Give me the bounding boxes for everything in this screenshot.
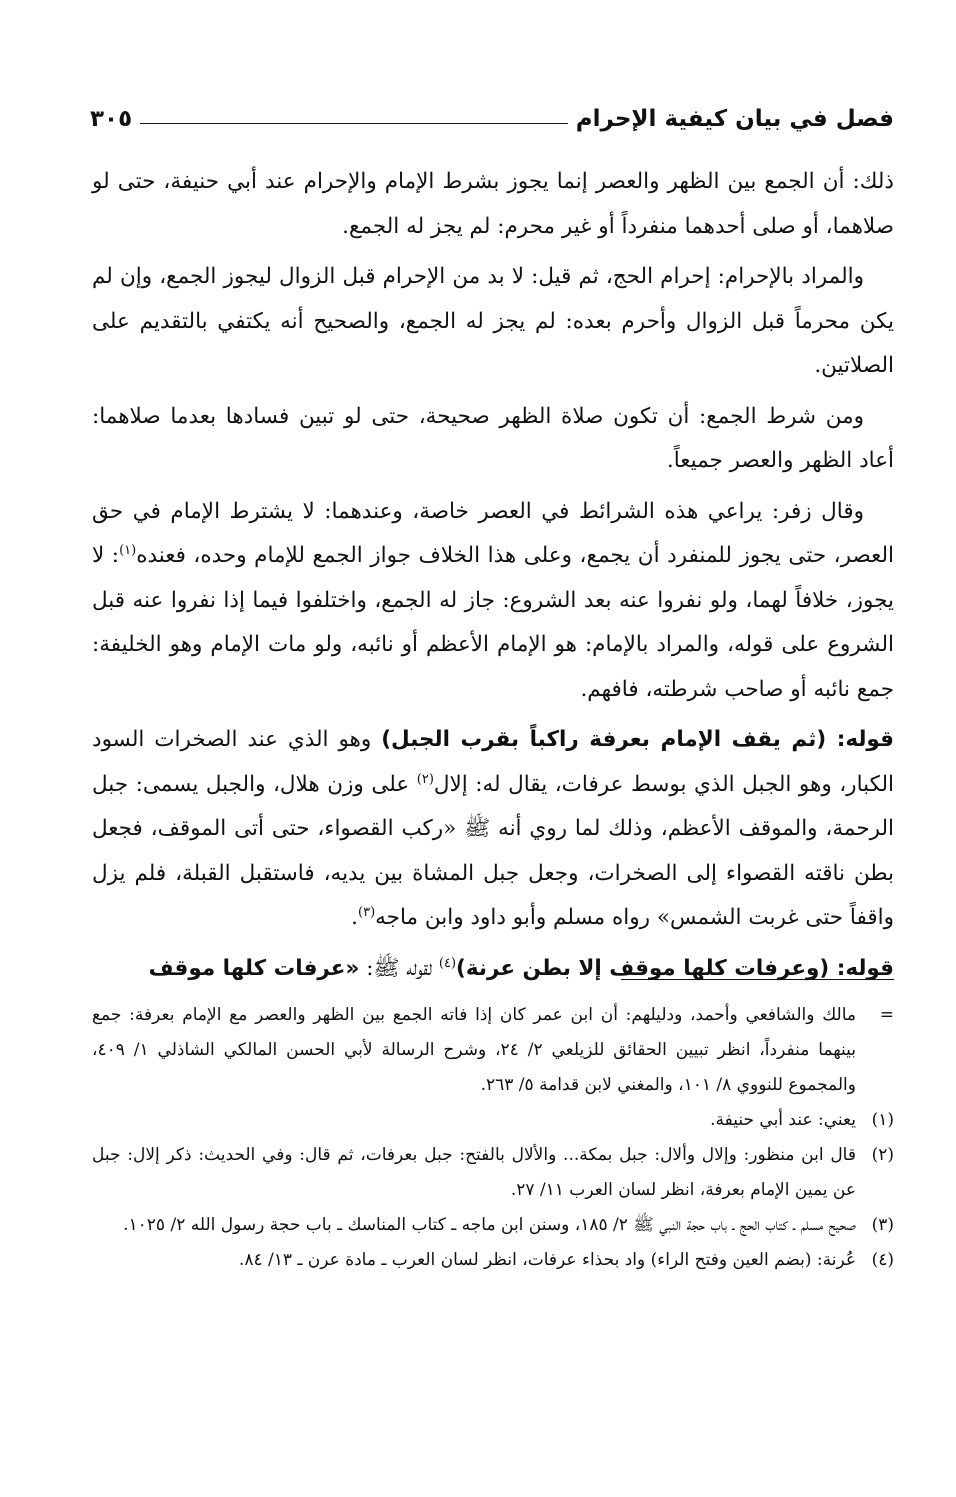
- footnote-3: [92, 1208, 894, 1243]
- header-rule: [140, 123, 568, 124]
- paragraph-6-quote: «عرفات كلها موقف: [148, 955, 360, 981]
- paragraph-6-part-a: لقوله ﷺ:: [359, 955, 439, 981]
- paragraph-5-lead: قوله: (ثم يقف الإمام بعرفة راكباً بقرب الجبل): [381, 727, 894, 752]
- paragraph-2: والمراد بالإحرام: إحرام الحج، ثم قيل: لا بد من الإحرام قبل الزوال ليجوز الجمع، وإن لم يكن محرماً قبل الزوال وأحرم بعده: لم يجز له الجمع، والصحيح أنه يكتفي بالتقديم على الصلاتين.: [92, 264, 894, 378]
- footnote-ref-1: (١): [119, 542, 137, 558]
- footnote-text: مالك والشافعي وأحمد، ودليلهم: أن ابن عمر كان إذا فاته الجمع بين الظهر والعصر مع الإمام بعرفة: جمع بينهما منفرداً، انظر تبيين الحقائق للزيلعي ٢/ ٢٤، وشرح الرسالة لأبي الحسن المالكي الشاذلي ١/ ٤٠٩، والمجموع للنووي ٨/ ١٠١، والمغني لابن قدامة ٥/ ٢٦٣.: [92, 1005, 857, 1095]
- paragraph-3: ومن شرط الجمع: أن تكون صلاة الظهر صحيحة، حتى لو تبين فسادها بعدما صلاهما: أعاد الظهر والعصر جميعاً.: [92, 403, 894, 473]
- paragraph-4: [92, 490, 894, 713]
- chapter-title: فصل في بيان كيفية الإحرام: [575, 106, 894, 132]
- paragraph-6-lead: قوله: (وعرفات كلها موقف إلا بطن عرنة): [456, 955, 894, 981]
- paragraph-5-part-a: وهو الذي عند الصخرات السود الكبار، وهو الجبل الذي بوسط عرفات، يقال له: إلال: [92, 727, 894, 797]
- footnote-1: [92, 1103, 894, 1138]
- footnote-text: قال ابن منظور: وإلال وألال: جبل بمكة... والألال بالفتح: جبل بعرفات، ثم قال: وفي الحديث: ذكر إلال: جبل عن يمين الإمام بعرفة، انظر لسان العرب ١١/ ٢٧.: [92, 1145, 856, 1200]
- footnote-marker: (٤): [871, 1250, 894, 1270]
- paragraph-5: [92, 718, 894, 941]
- main-text: [92, 160, 894, 997]
- paragraph-5-part-b: على وزن هلال، والجبل يسمى: جبل الرحمة، والموقف الأعظم، وذلك لما روي أنه ﷺ «ركب القصواء، حتى أتى الموقف، فجعل بطن ناقته القصواء إلى الصخرات، وجعل جبل المشاة بين يديه، فاستقبل القبلة، فلم يزل واقفاً حتى غربت الشمس» رواه مسلم وأبو داود وابن ماجه: [92, 771, 894, 930]
- footnote-text: يعني: عند أبي حنيفة.: [710, 1110, 856, 1130]
- footnote-marker: (٢): [871, 1145, 894, 1165]
- footnote-4: [92, 1243, 894, 1278]
- footnote-ref-3: (٣): [358, 904, 376, 920]
- footnote-marker: (١): [871, 1110, 894, 1130]
- footnote-continued: [92, 998, 894, 1103]
- page-number: ٣٠٥: [90, 106, 133, 132]
- paragraph-5-end: .: [351, 905, 359, 930]
- footnote-marker: =: [879, 1005, 894, 1025]
- running-header: [90, 92, 894, 132]
- footnote-2: [92, 1138, 894, 1208]
- paragraph-1: ذلك: أن الجمع بين الظهر والعصر إنما يجوز بشرط الإمام والإحرام عند أبي حنيفة، حتى لو صلاهما، أو صلى أحدهما منفرداً أو غير محرم: لم يجز له الجمع.: [92, 169, 894, 239]
- footnote-marker: (٣): [871, 1215, 894, 1235]
- paragraph-6: [92, 947, 894, 992]
- footnotes: [92, 998, 894, 1278]
- footnote-text: عُرنة: (بضم العين وفتح الراء) واد بحذاء عرفات، انظر لسان العرب ـ مادة عرن ـ ١٣/ ٨٤.: [238, 1250, 856, 1270]
- footnote-text: صحيح مسلم ـ كتاب الحج ـ باب حجة النبي ﷺ ٢/ ١٨٥، وسنن ابن ماجه ـ كتاب المناسك ـ باب حجة رسول الله ٢/ ١٠٢٥.: [123, 1215, 856, 1235]
- footnote-ref-4: (٤): [438, 955, 457, 971]
- paragraph-4-part-a: وقال زفر: يراعي هذه الشرائط في العصر خاصة، وعندهما: لا يشترط الإمام في حق العصر، حتى يجوز للمنفرد أن يجمع، وعلى هذا الخلاف جواز الجمع للإمام وحده، فعنده: [92, 498, 895, 568]
- footnote-ref-2: (٢): [416, 771, 434, 787]
- footnote-separator: [621, 979, 894, 980]
- paragraph-4-part-b: : لا يجوز، خلافاً لهما، ولو نفروا عنه بعد الشروع: جاز له الجمع، واختلفوا فيما إذا نفروا عنه قبل الشروع على قوله، والمراد بالإمام: هو الإمام الأعظم أو نائبه، ولو مات الإمام وهو الخليفة: جمع نائبه أو صاحب شرطته، فافهم.: [92, 543, 894, 702]
